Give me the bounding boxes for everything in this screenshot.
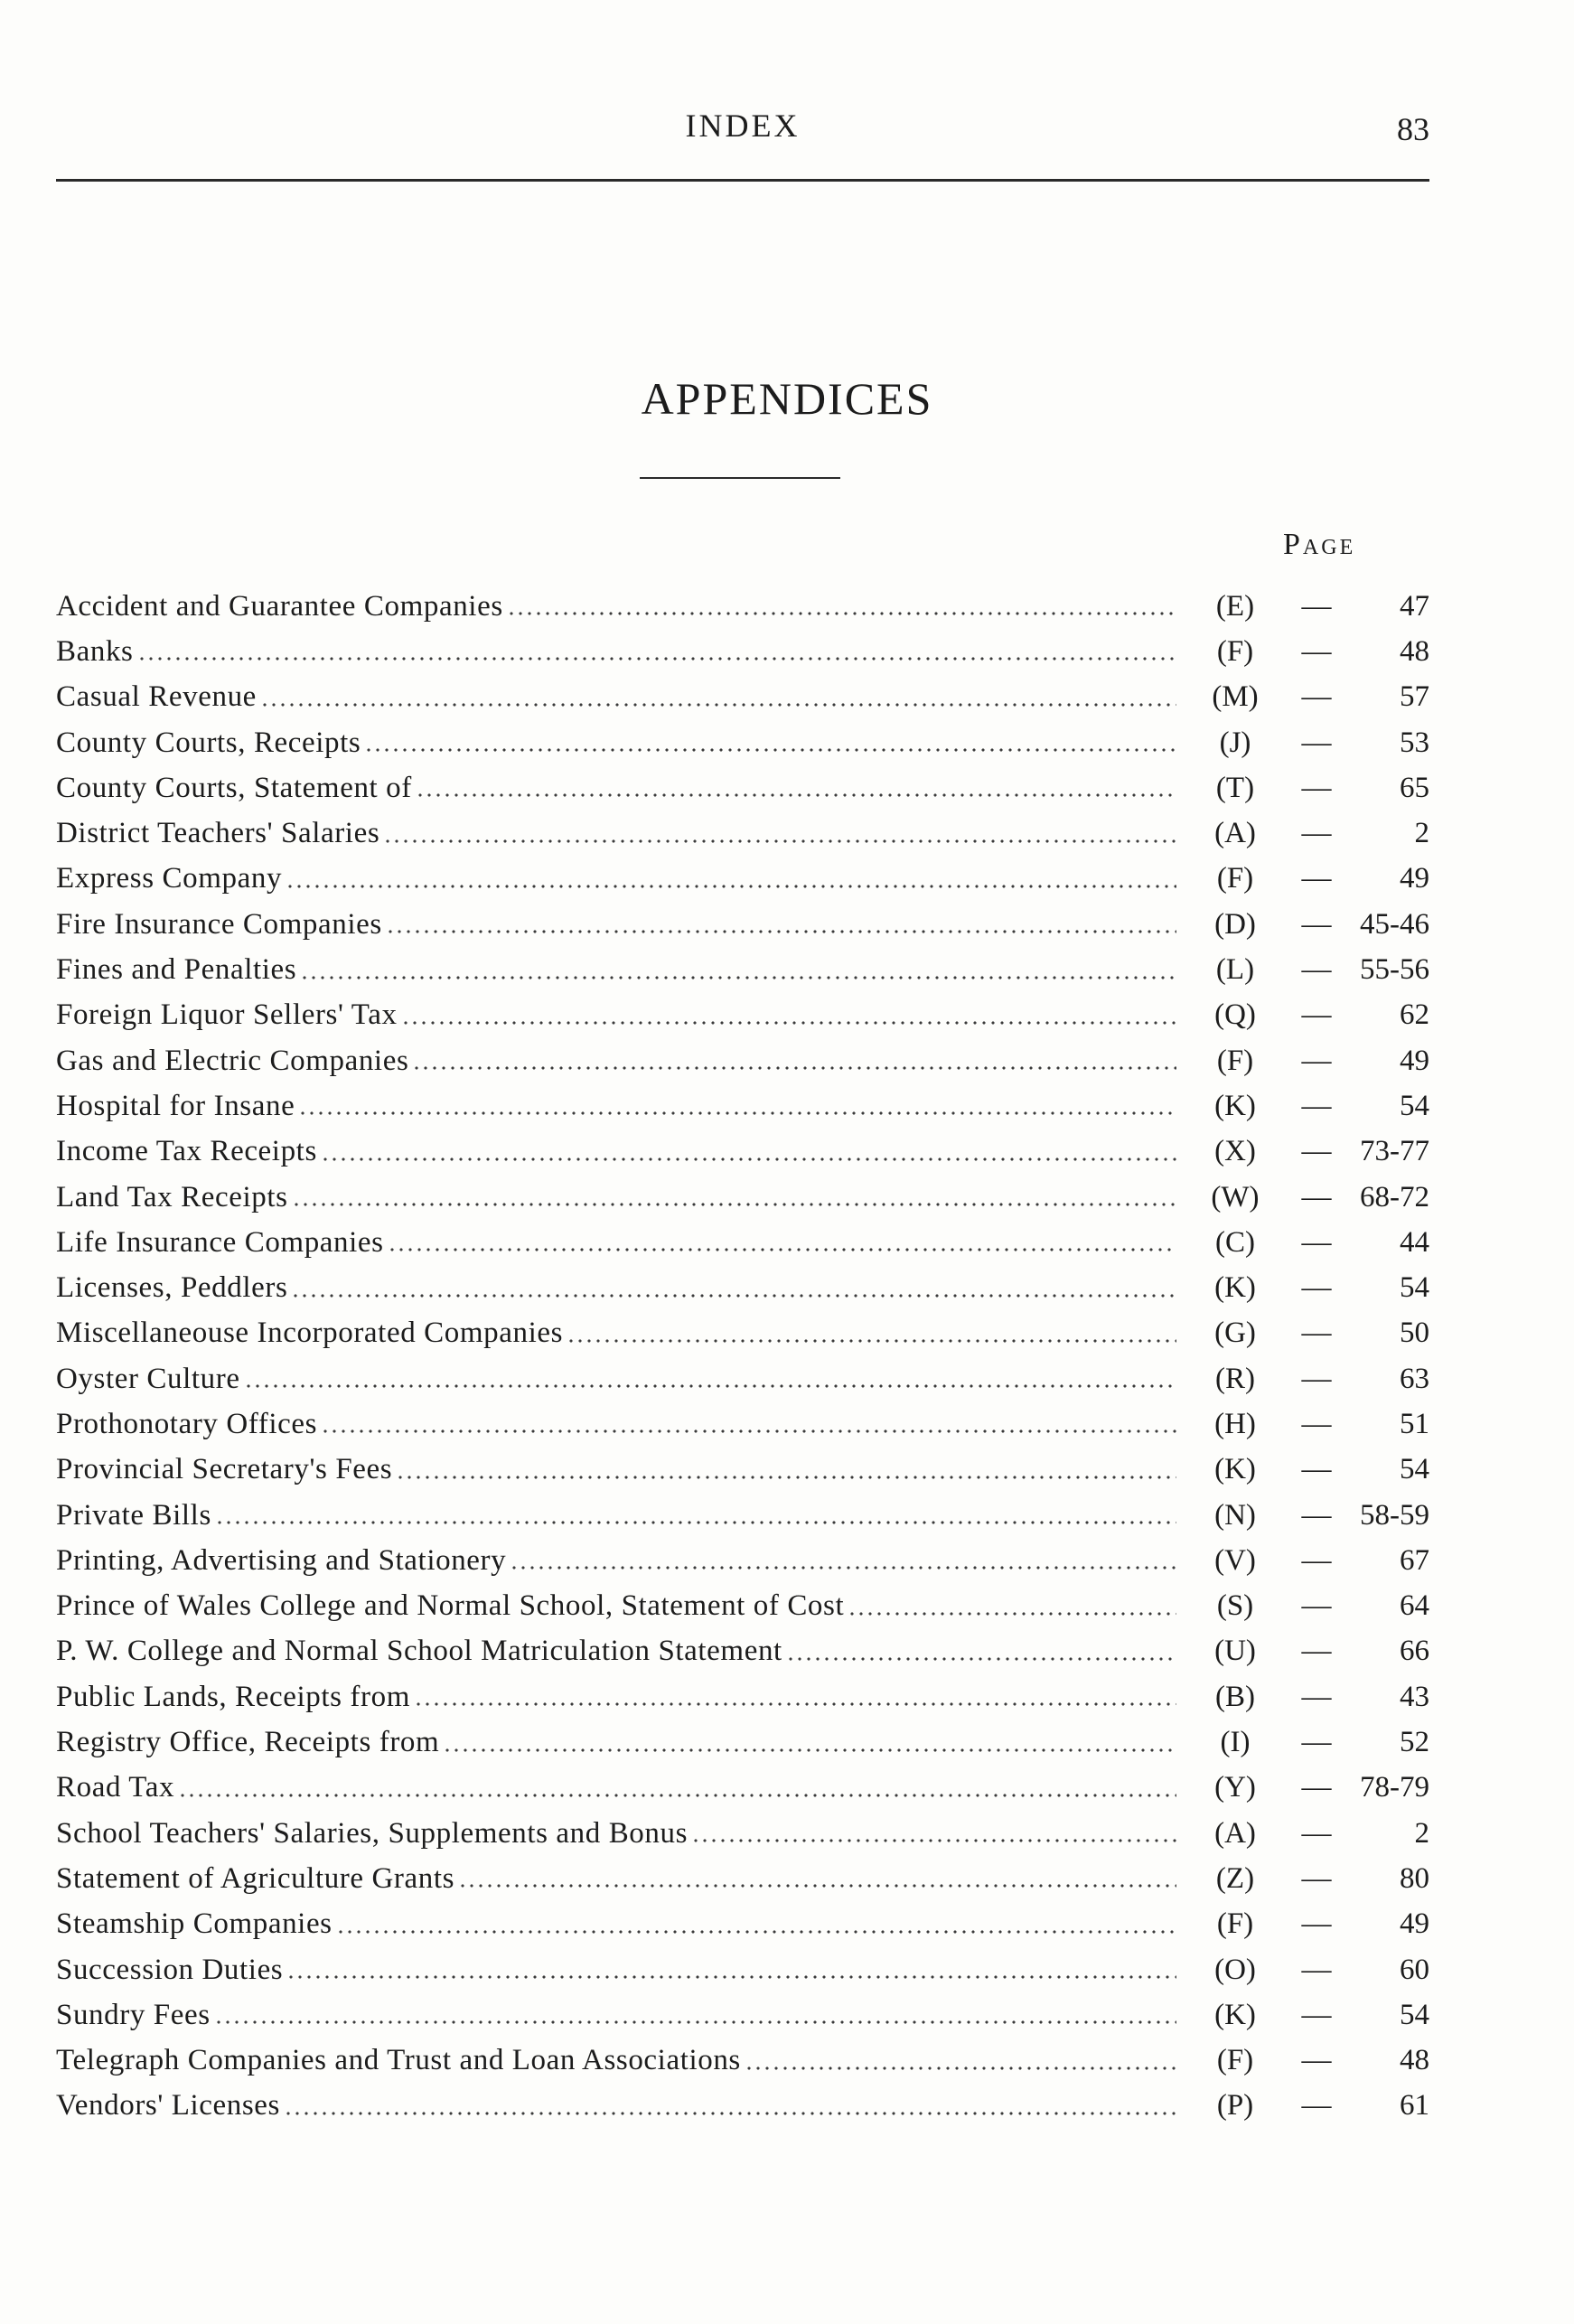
entry-title: Gas and Electric Companies bbox=[56, 1044, 409, 1077]
index-entry bbox=[56, 675, 1429, 720]
entry-dash: — bbox=[1301, 1907, 1332, 1941]
entry-page-number: 58-59 bbox=[1360, 1498, 1429, 1532]
entry-appendix-code: (P) bbox=[1216, 2089, 1254, 2123]
entry-title: Oyster Culture bbox=[56, 1362, 240, 1395]
entry-title: Life Insurance Companies bbox=[56, 1225, 384, 1259]
entry-title: Public Lands, Receipts from bbox=[56, 1680, 410, 1713]
entry-title: Succession Duties bbox=[56, 1953, 284, 1986]
dot-leader bbox=[383, 836, 1176, 847]
dot-leader bbox=[321, 1154, 1176, 1165]
entry-page-number: 49 bbox=[1400, 1044, 1429, 1077]
index-entry bbox=[56, 811, 1429, 856]
dot-leader bbox=[401, 1017, 1176, 1028]
dot-leader bbox=[214, 2017, 1176, 2028]
entry-title: School Teachers' Salaries, Supplements and Bonus bbox=[56, 1816, 689, 1850]
index-entry bbox=[56, 1265, 1429, 1310]
entry-appendix-code: (S) bbox=[1216, 1589, 1254, 1623]
entry-dash: — bbox=[1301, 1225, 1332, 1259]
entry-page-number: 2 bbox=[1414, 1816, 1429, 1850]
entry-title: Provincial Secretary's Fees bbox=[56, 1453, 393, 1486]
entry-appendix-code: (K) bbox=[1214, 1089, 1256, 1122]
dot-leader bbox=[416, 790, 1176, 801]
entry-appendix-code: (B) bbox=[1215, 1680, 1255, 1713]
dot-leader bbox=[286, 881, 1176, 892]
entry-title: Road Tax bbox=[56, 1771, 175, 1804]
entry-appendix-code: (Z) bbox=[1215, 1861, 1255, 1895]
entry-appendix-code: (R) bbox=[1215, 1362, 1255, 1395]
entry-appendix-code: (F) bbox=[1216, 862, 1254, 895]
entry-appendix-code: (M) bbox=[1212, 680, 1259, 714]
entry-title: Prothonotary Offices bbox=[56, 1407, 318, 1440]
index-entry bbox=[56, 1902, 1429, 1947]
index-entry bbox=[56, 1584, 1429, 1629]
entry-dash: — bbox=[1301, 680, 1332, 714]
entry-page-number: 60 bbox=[1400, 1953, 1429, 1986]
entry-dash: — bbox=[1301, 1089, 1332, 1122]
entry-page-number: 54 bbox=[1400, 1453, 1429, 1486]
entry-title: Licenses, Peddlers bbox=[56, 1271, 288, 1305]
entry-page-number: 62 bbox=[1400, 998, 1429, 1032]
dot-leader bbox=[178, 1790, 1176, 1801]
entry-dash: — bbox=[1301, 1953, 1332, 1986]
header-rule bbox=[56, 179, 1429, 182]
entry-title: Banks bbox=[56, 634, 134, 668]
entry-page-number: 45-46 bbox=[1360, 907, 1429, 941]
index-entry bbox=[56, 1038, 1429, 1083]
entry-dash: — bbox=[1301, 1861, 1332, 1895]
dot-leader bbox=[321, 1426, 1176, 1437]
entry-appendix-code: (C) bbox=[1215, 1225, 1255, 1259]
dot-leader bbox=[458, 1880, 1176, 1891]
entry-appendix-code: (F) bbox=[1216, 1907, 1254, 1941]
entry-page-number: 57 bbox=[1400, 680, 1429, 714]
entry-page-number: 52 bbox=[1400, 1726, 1429, 1759]
entry-page-number: 65 bbox=[1400, 771, 1429, 804]
entry-dash: — bbox=[1301, 589, 1332, 623]
index-entry bbox=[56, 1674, 1429, 1720]
dot-leader bbox=[292, 1199, 1176, 1210]
entry-dash: — bbox=[1301, 862, 1332, 895]
index-entry bbox=[56, 1947, 1429, 1992]
entry-page-number: 54 bbox=[1400, 1089, 1429, 1122]
dot-leader bbox=[745, 2063, 1176, 2074]
entry-title: Registry Office, Receipts from bbox=[56, 1726, 440, 1759]
entry-dash: — bbox=[1301, 1680, 1332, 1713]
dot-leader bbox=[567, 1335, 1176, 1346]
entry-appendix-code: (J) bbox=[1219, 726, 1251, 759]
dot-leader bbox=[215, 1517, 1176, 1528]
entry-page-number: 55-56 bbox=[1360, 953, 1429, 987]
entry-page-number: 53 bbox=[1400, 726, 1429, 759]
entry-appendix-code: (F) bbox=[1216, 1044, 1254, 1077]
index-entry bbox=[56, 1401, 1429, 1447]
index-entry bbox=[56, 1720, 1429, 1765]
entry-appendix-code: (O) bbox=[1214, 1953, 1256, 1986]
index-entry bbox=[56, 1856, 1429, 1901]
page-number: 83 bbox=[1397, 111, 1429, 147]
entry-page-number: 61 bbox=[1400, 2089, 1429, 2123]
entry-appendix-code: (K) bbox=[1214, 1271, 1256, 1305]
entry-appendix-code: (E) bbox=[1215, 589, 1255, 623]
entry-dash: — bbox=[1301, 907, 1332, 941]
index-entry bbox=[56, 1992, 1429, 2038]
entry-dash: — bbox=[1301, 1635, 1332, 1668]
entry-appendix-code: (Q) bbox=[1214, 998, 1256, 1032]
dot-leader bbox=[848, 1608, 1176, 1619]
entry-title: Fire Insurance Companies bbox=[56, 907, 382, 941]
entry-page-number: 43 bbox=[1400, 1680, 1429, 1713]
entry-appendix-code: (A) bbox=[1214, 1816, 1256, 1850]
dot-leader bbox=[260, 699, 1176, 710]
index-entry bbox=[56, 1129, 1429, 1175]
entry-dash: — bbox=[1301, 2044, 1332, 2077]
entry-dash: — bbox=[1301, 1453, 1332, 1486]
index-entry bbox=[56, 857, 1429, 902]
entry-appendix-code: (G) bbox=[1214, 1317, 1256, 1350]
entry-page-number: 44 bbox=[1400, 1225, 1429, 1259]
dot-leader bbox=[414, 1699, 1176, 1710]
dot-leader bbox=[507, 608, 1176, 619]
entry-dash: — bbox=[1301, 1771, 1332, 1804]
index-entry bbox=[56, 1311, 1429, 1356]
entry-title: Printing, Advertising and Stationery bbox=[56, 1543, 507, 1577]
entry-title: Prince of Wales College and Normal School, Statement of Cost bbox=[56, 1589, 845, 1623]
dot-leader bbox=[364, 745, 1176, 755]
entry-dash: — bbox=[1301, 1135, 1332, 1168]
entry-page-number: 63 bbox=[1400, 1362, 1429, 1395]
running-header-title: INDEX bbox=[685, 108, 801, 144]
section-title: APPENDICES bbox=[641, 373, 933, 424]
dot-leader bbox=[336, 1926, 1176, 1937]
entry-title: Income Tax Receipts bbox=[56, 1135, 317, 1168]
entry-page-number: 49 bbox=[1400, 1907, 1429, 1941]
page-column-heading: Page bbox=[1283, 528, 1356, 561]
entry-title: Foreign Liquor Sellers' Tax bbox=[56, 998, 398, 1032]
entry-dash: — bbox=[1301, 1998, 1332, 2031]
title-rule bbox=[640, 477, 840, 479]
entry-appendix-code: (V) bbox=[1214, 1543, 1256, 1577]
entry-title: Hospital for Insane bbox=[56, 1089, 295, 1122]
index-entry bbox=[56, 1629, 1429, 1674]
entry-appendix-code: (W) bbox=[1211, 1180, 1260, 1214]
index-entry bbox=[56, 2038, 1429, 2084]
entry-page-number: 51 bbox=[1400, 1407, 1429, 1440]
dot-leader bbox=[298, 1108, 1176, 1119]
entry-dash: — bbox=[1301, 726, 1332, 759]
entry-appendix-code: (X) bbox=[1214, 1135, 1256, 1168]
index-entry bbox=[56, 584, 1429, 629]
entry-title: Miscellaneouse Incorporated Companies bbox=[56, 1317, 564, 1350]
index-entry bbox=[56, 1220, 1429, 1265]
entry-appendix-code: (K) bbox=[1214, 1453, 1256, 1486]
index-entry bbox=[56, 629, 1429, 674]
dot-leader bbox=[396, 1472, 1176, 1483]
entry-dash: — bbox=[1301, 1543, 1332, 1577]
entry-page-number: 78-79 bbox=[1360, 1771, 1429, 1804]
entry-dash: — bbox=[1301, 1407, 1332, 1440]
entry-title: County Courts, Receipts bbox=[56, 726, 361, 759]
entry-title: Land Tax Receipts bbox=[56, 1180, 288, 1214]
entry-appendix-code: (F) bbox=[1216, 634, 1254, 668]
dot-leader bbox=[786, 1654, 1176, 1664]
entry-dash: — bbox=[1301, 1816, 1332, 1850]
running-header bbox=[56, 107, 1429, 157]
entry-dash: — bbox=[1301, 2089, 1332, 2123]
entry-dash: — bbox=[1301, 953, 1332, 987]
entry-title: Sundry Fees bbox=[56, 1998, 211, 2031]
index-entry bbox=[56, 902, 1429, 947]
entry-dash: — bbox=[1301, 634, 1332, 668]
entry-appendix-code: (K) bbox=[1214, 1998, 1256, 2031]
entry-title: Steamship Companies bbox=[56, 1907, 333, 1941]
entry-page-number: 50 bbox=[1400, 1317, 1429, 1350]
entry-page-number: 54 bbox=[1400, 1271, 1429, 1305]
entry-page-number: 47 bbox=[1400, 589, 1429, 623]
index-entry bbox=[56, 2084, 1429, 2129]
index-entry bbox=[56, 947, 1429, 992]
dot-leader bbox=[244, 1381, 1176, 1392]
entry-page-number: 68-72 bbox=[1360, 1180, 1429, 1214]
index-entry bbox=[56, 720, 1429, 765]
entry-appendix-code: (T) bbox=[1215, 771, 1255, 804]
dot-leader bbox=[300, 972, 1176, 983]
entry-title: Statement of Agriculture Grants bbox=[56, 1861, 455, 1895]
entry-title: Private Bills bbox=[56, 1498, 211, 1532]
dot-leader bbox=[137, 653, 1177, 664]
dot-leader bbox=[388, 1244, 1176, 1255]
index-entry bbox=[56, 1811, 1429, 1856]
entry-title: Express Company bbox=[56, 862, 283, 895]
index-entries bbox=[56, 584, 1429, 2129]
index-entry bbox=[56, 1493, 1429, 1538]
dot-leader bbox=[412, 1063, 1176, 1073]
entry-page-number: 66 bbox=[1400, 1635, 1429, 1668]
entry-page-number: 64 bbox=[1400, 1589, 1429, 1623]
entry-page-number: 49 bbox=[1400, 862, 1429, 895]
entry-page-number: 73-77 bbox=[1360, 1135, 1429, 1168]
entry-page-number: 48 bbox=[1400, 634, 1429, 668]
entry-appendix-code: (I) bbox=[1220, 1726, 1251, 1759]
entry-title: Telegraph Companies and Trust and Loan Associations bbox=[56, 2044, 741, 2077]
dot-leader bbox=[284, 2108, 1176, 2119]
entry-title: Fines and Penalties bbox=[56, 953, 297, 987]
entry-appendix-code: (L) bbox=[1215, 953, 1255, 987]
dot-leader bbox=[286, 1972, 1176, 1982]
entry-title: County Courts, Statement of bbox=[56, 771, 412, 804]
entry-dash: — bbox=[1301, 1044, 1332, 1077]
entry-dash: — bbox=[1301, 1726, 1332, 1759]
index-entry bbox=[56, 1766, 1429, 1811]
entry-dash: — bbox=[1301, 817, 1332, 850]
entry-dash: — bbox=[1301, 1180, 1332, 1214]
entry-title: P. W. College and Normal School Matriculation Statement bbox=[56, 1635, 782, 1668]
entry-page-number: 67 bbox=[1400, 1543, 1429, 1577]
entry-title: Vendors' Licenses bbox=[56, 2089, 280, 2123]
dot-leader bbox=[510, 1562, 1176, 1573]
entry-appendix-code: (A) bbox=[1214, 817, 1256, 850]
dot-leader bbox=[691, 1835, 1176, 1846]
dot-leader bbox=[443, 1745, 1176, 1756]
entry-title: Casual Revenue bbox=[56, 680, 257, 714]
index-entry bbox=[56, 1538, 1429, 1583]
entry-page-number: 54 bbox=[1400, 1998, 1429, 2031]
index-entry bbox=[56, 1083, 1429, 1129]
entry-title: District Teachers' Salaries bbox=[56, 817, 380, 850]
entry-appendix-code: (D) bbox=[1214, 907, 1256, 941]
entry-dash: — bbox=[1301, 1362, 1332, 1395]
entry-appendix-code: (F) bbox=[1216, 2044, 1254, 2077]
dot-leader bbox=[291, 1290, 1176, 1301]
entry-page-number: 48 bbox=[1400, 2044, 1429, 2077]
entry-dash: — bbox=[1301, 998, 1332, 1032]
entry-appendix-code: (U) bbox=[1214, 1635, 1256, 1668]
entry-dash: — bbox=[1301, 1498, 1332, 1532]
index-entry bbox=[56, 1356, 1429, 1401]
entry-appendix-code: (H) bbox=[1214, 1407, 1256, 1440]
entry-dash: — bbox=[1301, 1317, 1332, 1350]
index-entry bbox=[56, 1175, 1429, 1220]
entry-appendix-code: (Y) bbox=[1214, 1771, 1256, 1804]
entry-page-number: 2 bbox=[1414, 817, 1429, 850]
entry-dash: — bbox=[1301, 771, 1332, 804]
entry-dash: — bbox=[1301, 1589, 1332, 1623]
index-entry bbox=[56, 1448, 1429, 1493]
entry-title: Accident and Guarantee Companies bbox=[56, 589, 503, 623]
entry-page-number: 80 bbox=[1400, 1861, 1429, 1895]
entry-appendix-code: (N) bbox=[1214, 1498, 1256, 1532]
dot-leader bbox=[386, 926, 1176, 937]
index-entry bbox=[56, 993, 1429, 1038]
entry-dash: — bbox=[1301, 1271, 1332, 1305]
index-entry bbox=[56, 765, 1429, 811]
